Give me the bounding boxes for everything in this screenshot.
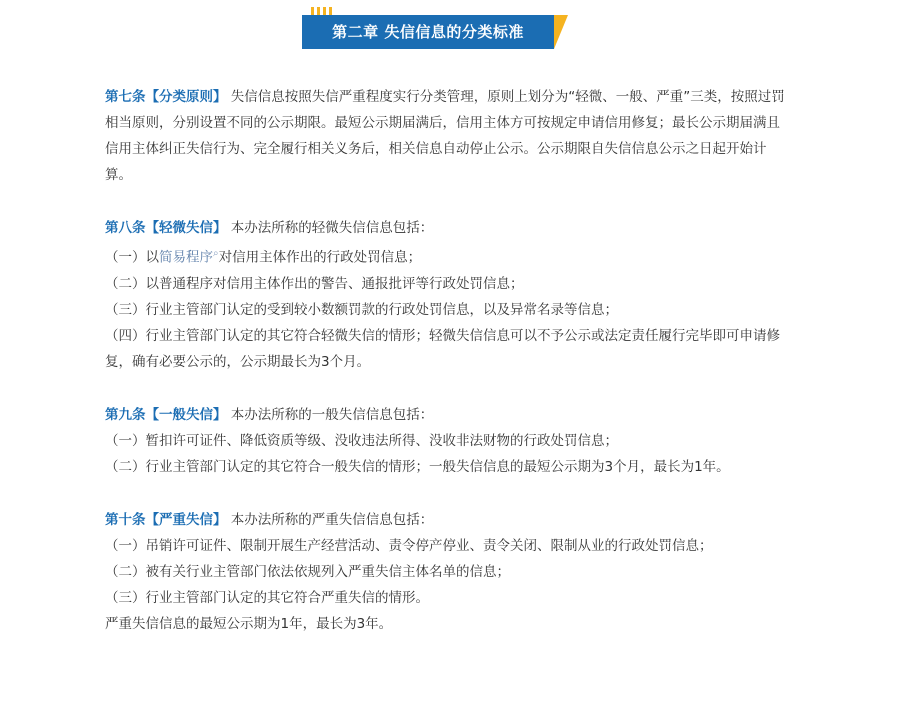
article-8: [105, 215, 785, 375]
article-10-item-1: （一）吊销许可证件、限制开展生产经营活动、责令停产停业、责令关闭、限制从业的行政处罚信息；: [105, 537, 713, 554]
article-8-item-3: （三）行业主管部门认定的受到较小数额罚款的行政处罚信息，以及异常名录等信息；: [105, 301, 618, 318]
chapter-title: 第二章 失信信息的分类标准: [302, 15, 554, 49]
article-10-intro-line: [105, 507, 785, 533]
article-8-heading: 第八条【轻微失信】: [105, 220, 227, 236]
simple-procedure-link[interactable]: 简易程序: [159, 249, 213, 266]
article-10-intro: 本办法所称的严重失信信息包括：: [226, 511, 434, 528]
article-8-item-4: （四）行业主管部门认定的其它符合轻微失信的情形；轻微失信信息可以不予公示或法定责任履行完毕即可申请修复，确有必要公示的，公示期最长为3个月。: [105, 327, 780, 370]
article-9-intro: 本办法所称的一般失信信息包括：: [226, 406, 434, 423]
article-9-heading: 第九条【一般失信】: [105, 406, 227, 423]
article-9-intro-line: [105, 402, 785, 428]
article-8-item-1: [105, 241, 785, 271]
article-10-heading: 第十条【严重失信】: [105, 511, 227, 528]
article-9-item-1: （一）暂扣许可证件、降低资质等级、没收违法所得、没收非法财物的行政处罚信息；: [105, 432, 618, 449]
article-7: [105, 84, 785, 188]
article-7-heading: 第七条【分类原则】: [105, 89, 227, 105]
chapter-banner: [302, 7, 572, 51]
article-7-paragraph: [105, 84, 785, 188]
article-8-intro-line: [105, 215, 785, 241]
article-9: [105, 402, 785, 480]
article-8-intro: 本办法所称的轻微失信信息包括：: [226, 220, 434, 236]
article-8-item-2: （二）以普通程序对信用主体作出的警告、通报批评等行政处罚信息；: [105, 275, 524, 292]
article-8-item-1-prefix: （一）以: [105, 249, 159, 266]
article-10-item-3: （三）行业主管部门认定的其它符合严重失信的情形。: [105, 589, 429, 606]
article-9-item-2: （二）行业主管部门认定的其它符合一般失信的情形；一般失信信息的最短公示期为3个月，最长为1年。: [105, 458, 730, 475]
search-icon[interactable]: ⌕: [213, 248, 219, 259]
article-content: [105, 84, 785, 664]
article-10-item-2: （二）被有关行业主管部门依法依规列入严重失信主体名单的信息；: [105, 563, 510, 580]
article-10-closing: 严重失信信息的最短公示期为1年，最长为3年。: [105, 615, 393, 632]
banner-accent-tab: [554, 15, 568, 49]
article-8-item-1-suffix: 对信用主体作出的行政处罚信息；: [218, 249, 422, 266]
article-7-body: 失信信息按照失信严重程度实行分类管理，原则上划分为“轻微、一般、严重”三类，按照过罚相当原则，分别设置不同的公示期限。最短公示期届满后，信用主体方可按规定申请信用修复；最长公示期届满且信用主体纠正失信行为、完全履行相关义务后，相关信息自动停止公示。公示期限自失信信息公示之日起开始计算。: [105, 89, 785, 183]
article-10: [105, 507, 785, 637]
